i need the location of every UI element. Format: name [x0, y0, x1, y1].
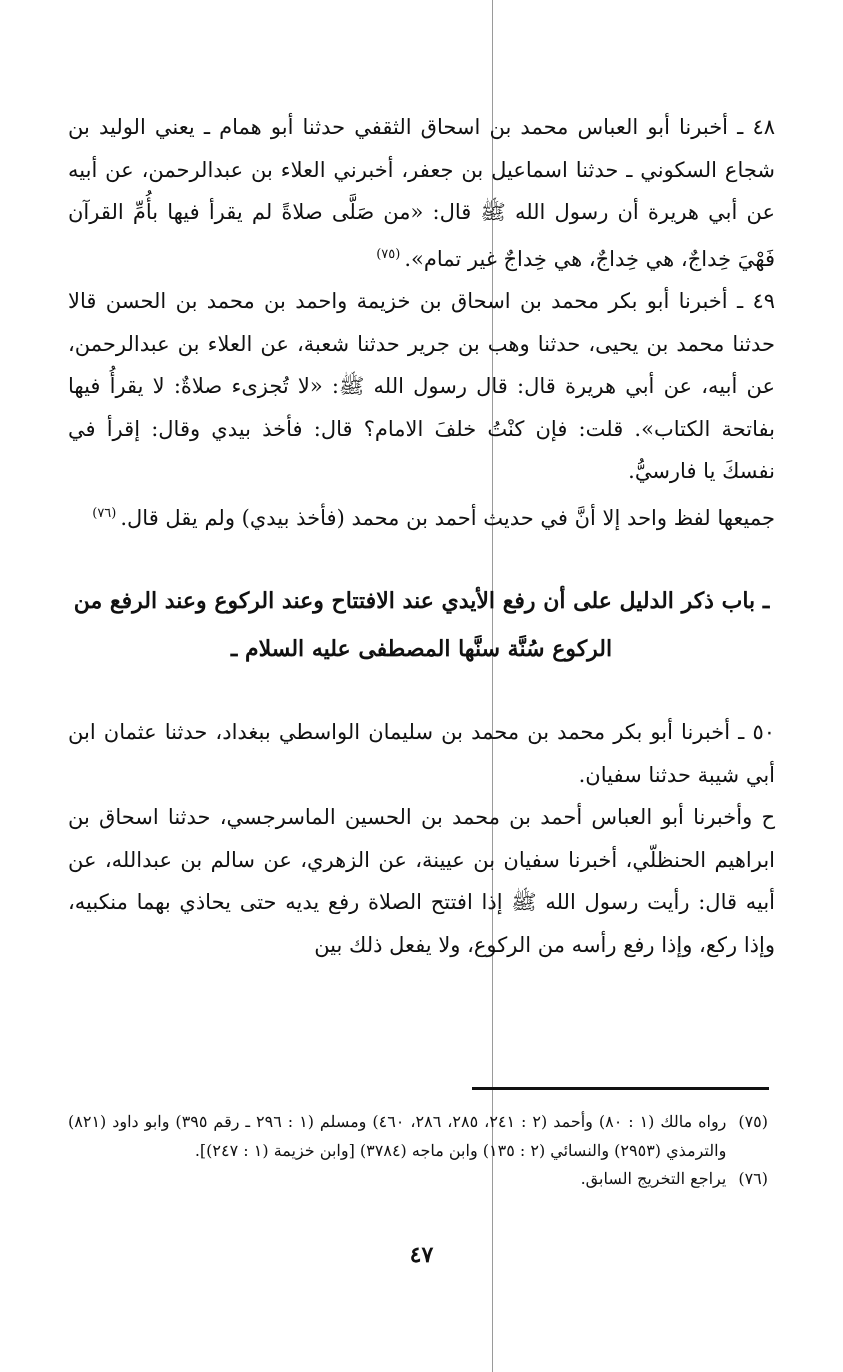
- chapter-heading: ـ باب ذكر الدليل على أن رفع الأيدي عند الافتتاح وعند الركوع وعند الرفع من الركوع سُنَّة سنَّها المصطفى عليه السلام ـ: [73, 588, 770, 662]
- hadith-50: [68, 711, 775, 796]
- footnote-number: (٧٦): [738, 1169, 768, 1188]
- footnote-ref-76: (٧٦): [92, 505, 117, 521]
- footnotes: [68, 1108, 768, 1194]
- main-text: [68, 106, 775, 966]
- footnote-number: (٧٥): [738, 1112, 768, 1131]
- hadith-50-second-chain: [68, 796, 775, 966]
- hadith-50-second-chain-text: ح وأخبرنا أبو العباس أحمد بن محمد بن الحسين الماسرجسي، حدثنا اسحاق بن ابراهيم الحنظلّي، أخبرنا سفيان بن عيينة، عن الزهري، عن سالم بن عبدالله، عن أبيه قال: رأيت رسول الله ﷺ إذا افتتح الصلاة رفع يديه حتى يحاذي بهما منكبيه، وإذا ركع، وإذا رفع رأسه من الركوع، ولا يفعل ذلك بين: [68, 805, 775, 957]
- footnote-75: [68, 1108, 768, 1165]
- hadith-50-text: ٥٠ ـ أخبرنا أبو بكر محمد بن محمد بن سليمان الواسطي ببغداد، حدثنا عثمان ابن أبي شيبة حدثنا سفيان.: [68, 720, 775, 787]
- footnote-divider: [472, 1087, 769, 1090]
- footnote-text: يراجع التخريج السابق.: [580, 1169, 727, 1188]
- hadith-49-text: ٤٩ ـ أخبرنا أبو بكر محمد بن اسحاق بن خزيمة واحمد بن محمد بن الحسن قالا حدثنا محمد بن يحيى، حدثنا وهب بن جرير حدثنا شعبة، عن العلاء بن عبدالرحمن، عن أبيه، عن أبي هريرة قال: قال رسول الله ﷺ: «لا تُجزىء صلاةٌ: لا يقرأُ فيها بفاتحة الكتاب». قلت: فإن كنْتُ خلفَ الامام؟ قال: فأخذ بيدي وقال: إقرأ في نفسكَ يا فارسيُّ.: [68, 289, 775, 483]
- hadith-49: [68, 280, 775, 493]
- footnote-76: [68, 1165, 768, 1194]
- footnote-ref-75: (٧٥): [376, 246, 401, 262]
- hadith-49-note-text: جميعها لفظ واحد إلا أنَّ في حديث أحمد بن محمد (فأخذ بيدي) ولم يقل قال.: [120, 505, 775, 530]
- hadith-48: [68, 106, 775, 280]
- hadith-48-text: ٤٨ ـ أخبرنا أبو العباس محمد بن اسحاق الثقفي حدثنا أبو همام ـ يعني الوليد بن شجاع السكوني ـ حدثنا اسماعيل بن جعفر، أخبرني العلاء بن عبدالرحمن، عن أبيه عن أبي هريرة أن رسول الله ﷺ قال: «من صَلَّى صلاةً لم يقرأ فيها بأُمِّ القرآن فَهْيَ خِداجٌ، هي خِداجٌ، هي خِداجٌ غير تمام».: [68, 115, 775, 271]
- hadith-49-note: [68, 493, 775, 540]
- page-number: ٤٧: [409, 1242, 434, 1268]
- footnote-text: رواه مالك (١ : ٨٠) وأحمد (٢ : ٢٤١، ٢٨٥، ٢٨٦، ٤٦٠) ومسلم (١ : ٢٩٦ ـ رقم ٣٩٥) وابو داود (٨٢١) والترمذي (٢٩٥٣) والنسائي (٢ : ١٣٥) وابن ماجه (٣٧٨٤) [وابن خزيمة (١ : ٢٤٧)].: [68, 1112, 727, 1160]
